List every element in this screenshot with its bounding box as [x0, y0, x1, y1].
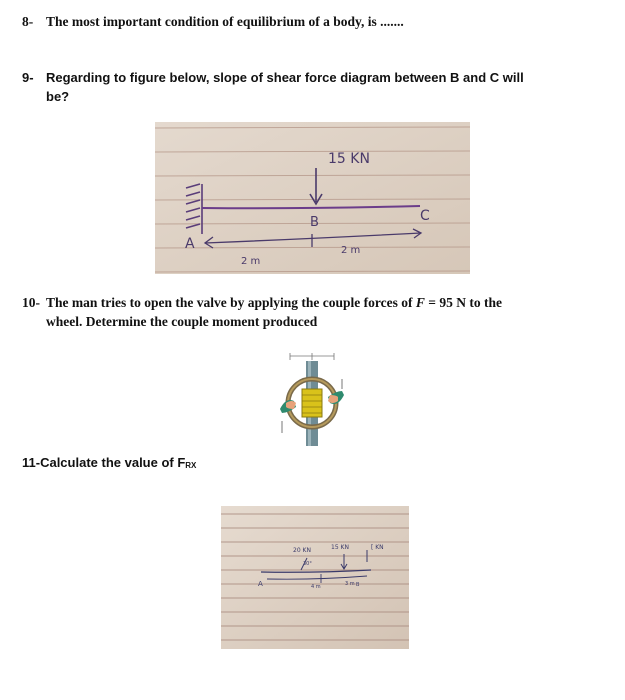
dimension-2-label: 3 m [345, 581, 355, 587]
question-11 [22, 453, 196, 475]
dimension-bc-label: 2 m [341, 245, 361, 256]
load-1-label: 20 KN [293, 547, 311, 554]
dimension-1-label: 4 m [311, 584, 321, 590]
frame-figure-photo [221, 506, 409, 649]
load-label: 15 KN [328, 151, 370, 167]
point-a-label: A [185, 236, 195, 252]
point-a-label: A [258, 580, 263, 588]
question-number: 9- [22, 70, 34, 85]
question-text-line2: wheel. Determine the couple moment produced [46, 314, 318, 329]
question-number: 10- [22, 295, 40, 310]
question-10 [22, 293, 502, 331]
question-number: 11- [22, 455, 41, 470]
angle-label: 30° [303, 561, 312, 567]
valve-wheel-figure [272, 351, 352, 446]
beam-sketch [155, 122, 470, 274]
question-text: Calculate the value of F [40, 455, 186, 470]
point-b-label: B [310, 215, 319, 230]
question-number: 8- [22, 14, 34, 29]
dimension-ab-label: 2 m [241, 256, 261, 267]
question-text-line2: be? [46, 89, 70, 104]
question-text-line1-start: The man tries to open the valve by applying the couple forces of [46, 295, 416, 310]
frame-sketch [221, 506, 409, 649]
force-subscript: RX [185, 461, 197, 470]
beam-figure-photo [155, 122, 470, 274]
point-c-label: C [420, 208, 430, 224]
question-9 [22, 68, 524, 106]
load-2-label: 15 KN [331, 544, 349, 551]
question-text-line1-end: = 95 N to the [424, 295, 502, 310]
force-symbol: F [415, 295, 425, 310]
question-text: The most important condition of equilibrium of a body, is ....... [46, 14, 404, 29]
question-text-line1: Regarding to figure below, slope of shear force diagram between B and C will [46, 70, 524, 85]
question-8 [22, 12, 404, 31]
point-b-label: B [356, 582, 360, 588]
load-3-label: [ KN [371, 544, 384, 551]
valve-wheel-illustration [272, 351, 352, 446]
